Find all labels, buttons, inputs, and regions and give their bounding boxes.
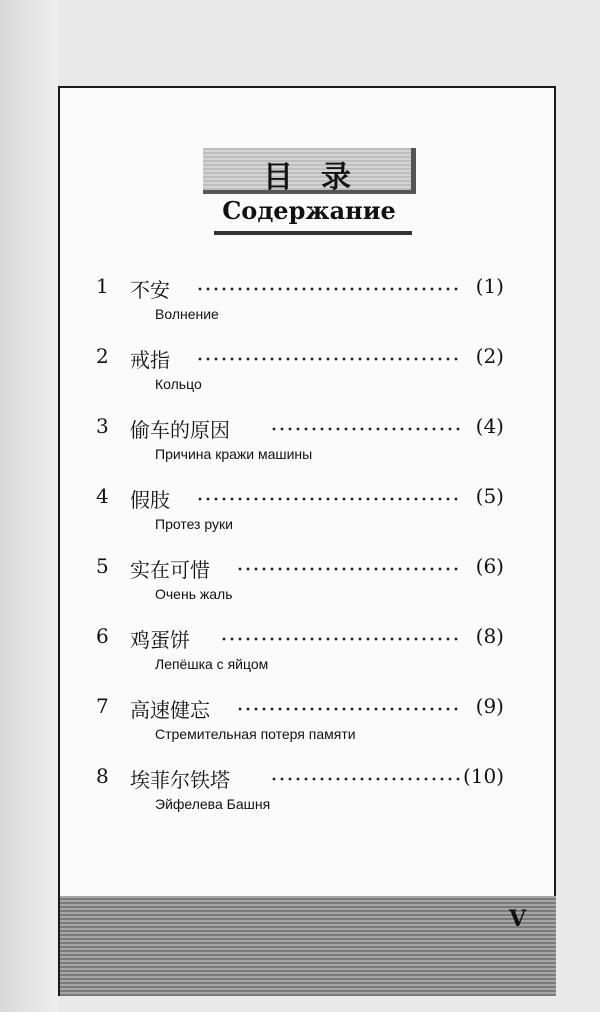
entry-number: 2 xyxy=(96,344,109,368)
dot-leader xyxy=(270,775,460,783)
entry-number: 6 xyxy=(96,624,109,648)
heading-underline xyxy=(214,231,412,235)
entry-number: 5 xyxy=(96,554,109,578)
page-number: V xyxy=(509,906,527,932)
page-spine-shadow xyxy=(0,0,58,1012)
entry-number: 7 xyxy=(96,694,109,718)
entry-title-chinese: 鸡蛋饼 xyxy=(130,628,190,652)
heading-chinese: 目录 xyxy=(263,160,379,195)
entry-title-russian: Волнение xyxy=(155,306,219,322)
entry-page: (1) xyxy=(475,274,504,298)
entry-title-russian: Лепёшка с яйцом xyxy=(155,656,269,672)
toc-entry xyxy=(96,414,504,444)
entry-page: (10) xyxy=(462,764,504,788)
entry-page: (4) xyxy=(475,414,504,438)
entry-title-russian: Стремительная потеря памяти xyxy=(155,726,356,742)
entry-number: 4 xyxy=(96,484,109,508)
dot-leader xyxy=(220,635,460,643)
entry-page: (5) xyxy=(475,484,504,508)
entry-title-chinese: 埃菲尔铁塔 xyxy=(130,768,230,792)
entry-page: (2) xyxy=(475,344,504,368)
entry-number: 8 xyxy=(96,764,109,788)
entry-title-russian: Эйфелева Башня xyxy=(155,796,271,812)
entry-number: 1 xyxy=(96,274,109,298)
entry-title-chinese: 高速健忘 xyxy=(130,698,210,722)
entry-title-chinese: 戒指 xyxy=(130,348,170,372)
dot-leader xyxy=(196,285,460,293)
heading-russian: Содержание xyxy=(222,196,396,225)
toc-entry xyxy=(96,694,504,724)
entry-page: (9) xyxy=(475,694,504,718)
entry-title-russian: Причина кражи машины xyxy=(155,446,313,462)
entry-title-chinese: 不安 xyxy=(130,278,170,302)
dot-leader xyxy=(236,565,460,573)
toc-entry xyxy=(96,344,504,374)
toc-entry xyxy=(96,484,504,514)
toc-entry xyxy=(96,274,504,304)
entry-title-chinese: 偷车的原因 xyxy=(130,418,230,442)
toc-entry xyxy=(96,764,504,794)
dot-leader xyxy=(270,425,460,433)
toc-entry xyxy=(96,624,504,654)
entry-title-chinese: 实在可惜 xyxy=(130,558,210,582)
entry-title-chinese: 假肢 xyxy=(130,488,170,512)
entry-number: 3 xyxy=(96,414,109,438)
footer-band xyxy=(58,896,556,996)
dot-leader xyxy=(196,495,460,503)
entry-title-russian: Очень жаль xyxy=(155,586,233,602)
dot-leader xyxy=(196,355,460,363)
entry-title-russian: Протез руки xyxy=(155,516,233,532)
dot-leader xyxy=(236,705,460,713)
entry-page: (6) xyxy=(475,554,504,578)
entry-title-russian: Кольцо xyxy=(155,376,202,392)
entry-page: (8) xyxy=(475,624,504,648)
toc-entry xyxy=(96,554,504,584)
